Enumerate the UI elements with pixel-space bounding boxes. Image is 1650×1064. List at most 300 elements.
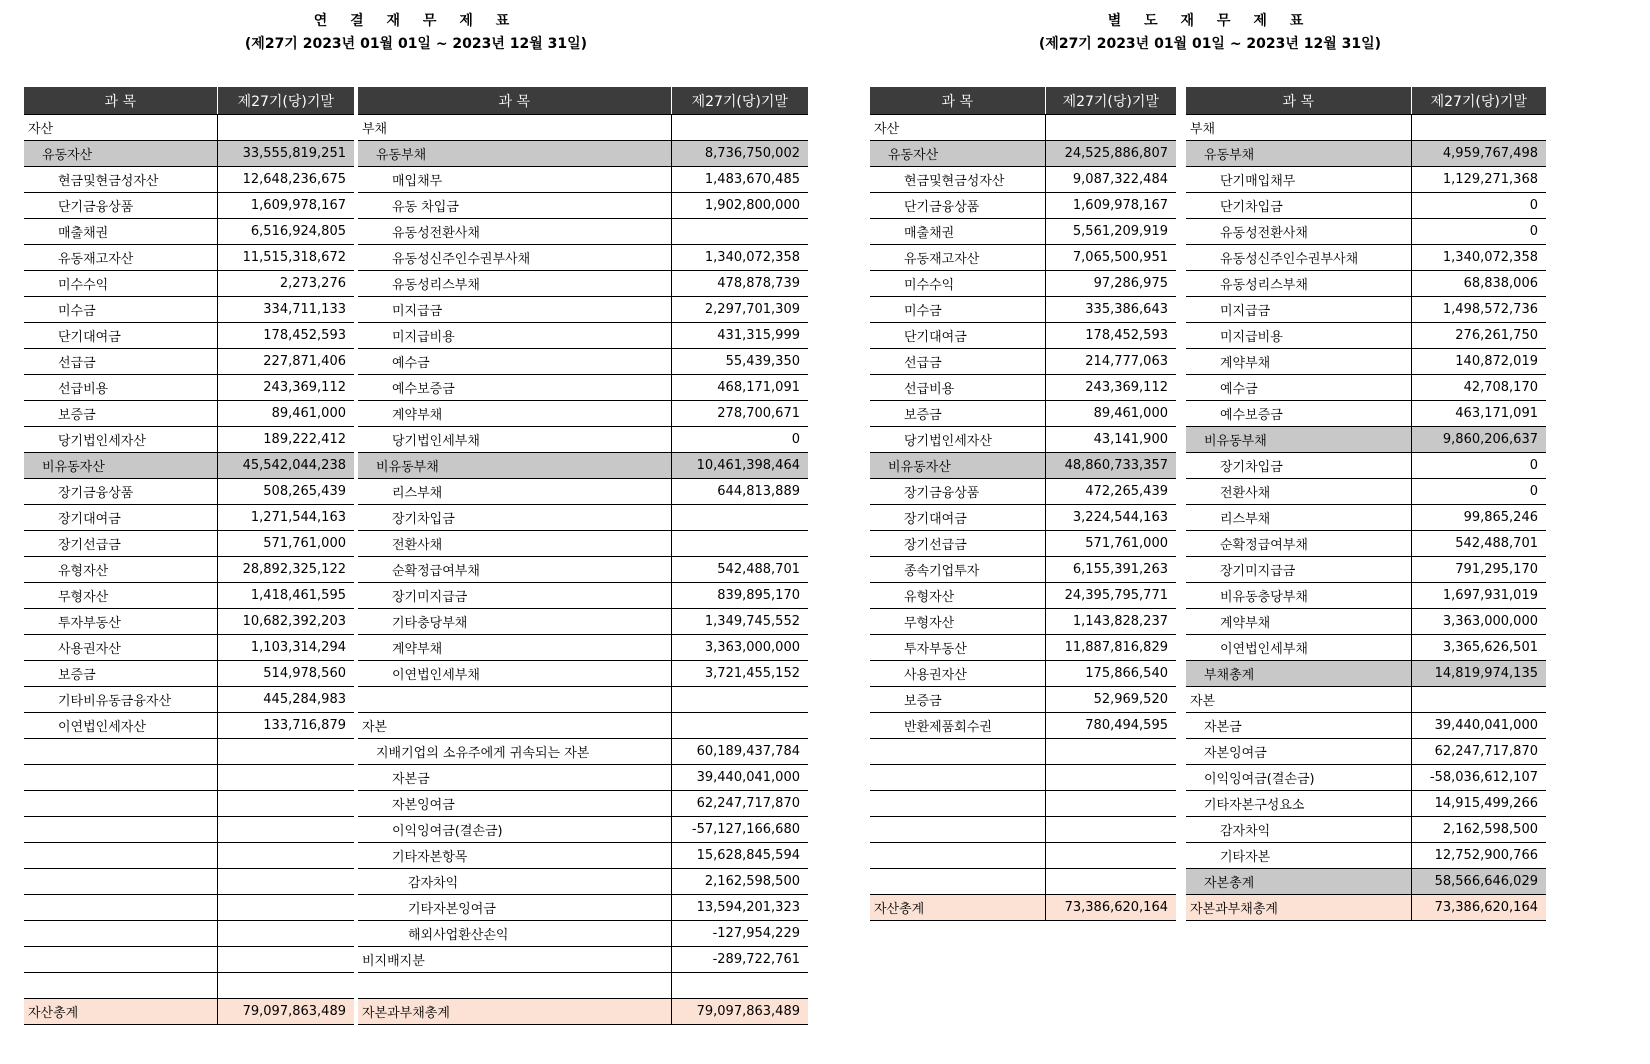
table-row xyxy=(1186,635,1546,661)
account-name: 기타자본구성요소 xyxy=(1186,791,1411,817)
header-value: 제27기(당)기말 xyxy=(1045,87,1176,115)
table-row xyxy=(1186,479,1546,505)
subtotal-row xyxy=(870,141,1176,167)
account-value: 542,488,701 xyxy=(671,557,808,583)
account-name xyxy=(870,843,1045,869)
account-value: 9,860,206,637 xyxy=(1411,427,1546,453)
account-value: 5,561,209,919 xyxy=(1045,219,1176,245)
account-name: 미수금 xyxy=(24,297,217,323)
subtotal-row xyxy=(1186,427,1546,453)
account-value: 178,452,593 xyxy=(1045,323,1176,349)
account-name: 비유동부채 xyxy=(1186,427,1411,453)
table-row xyxy=(1186,349,1546,375)
account-name: 계약부채 xyxy=(1186,609,1411,635)
account-value xyxy=(1045,115,1176,141)
account-name: 장기금융상품 xyxy=(870,479,1045,505)
account-value: 28,892,325,122 xyxy=(217,557,354,583)
table-row xyxy=(358,271,808,297)
account-name: 자산총계 xyxy=(870,895,1045,921)
account-name: 자본총계 xyxy=(1186,869,1411,895)
account-value: 99,865,246 xyxy=(1411,505,1546,531)
account-name: 자본과부채총계 xyxy=(1186,895,1411,921)
account-name: 투자부동산 xyxy=(870,635,1045,661)
account-name: 예수보증금 xyxy=(358,375,671,401)
account-name xyxy=(24,791,217,817)
table-row xyxy=(358,791,808,817)
account-value xyxy=(1045,817,1176,843)
account-value: 15,628,845,594 xyxy=(671,843,808,869)
table-row xyxy=(870,687,1176,713)
account-name: 현금및현금성자산 xyxy=(870,167,1045,193)
table-row xyxy=(1186,219,1546,245)
table-row xyxy=(870,557,1176,583)
account-value xyxy=(671,505,808,531)
table-row xyxy=(1186,323,1546,349)
table-row xyxy=(870,479,1176,505)
account-value: 3,721,455,152 xyxy=(671,661,808,687)
account-value: 644,813,889 xyxy=(671,479,808,505)
table-row xyxy=(1186,297,1546,323)
account-value: 9,087,322,484 xyxy=(1045,167,1176,193)
account-value: 48,860,733,357 xyxy=(1045,453,1176,479)
account-name xyxy=(870,765,1045,791)
subtotal-row xyxy=(24,141,354,167)
separate-period: (제27기 2023년 01월 01일 ~ 2023년 12월 31일) xyxy=(1038,36,1382,52)
account-name: 이익잉여금(결손금) xyxy=(358,817,671,843)
separate-title-block xyxy=(870,10,1550,56)
consolidated-assets-table xyxy=(24,87,354,1025)
table-row xyxy=(870,193,1176,219)
account-name: 장기금융상품 xyxy=(24,479,217,505)
table-row xyxy=(1186,193,1546,219)
account-value xyxy=(217,115,354,141)
account-name: 순확정급여부채 xyxy=(1186,531,1411,557)
account-value: 62,247,717,870 xyxy=(671,791,808,817)
account-name: 장기미지급금 xyxy=(1186,557,1411,583)
account-value: 1,609,978,167 xyxy=(1045,193,1176,219)
table-row xyxy=(358,609,808,635)
account-name: 장기차입금 xyxy=(358,505,671,531)
account-value: 1,609,978,167 xyxy=(217,193,354,219)
account-value: 8,736,750,002 xyxy=(671,141,808,167)
header-item: 과 목 xyxy=(358,87,671,115)
account-value: 243,369,112 xyxy=(217,375,354,401)
account-name: 유동성전환사채 xyxy=(1186,219,1411,245)
account-name: 단기매입채무 xyxy=(1186,167,1411,193)
table-row xyxy=(1186,817,1546,843)
account-name: 지배기업의 소유주에게 귀속되는 자본 xyxy=(358,739,671,765)
table-row xyxy=(1186,375,1546,401)
account-name: 감자차익 xyxy=(1186,817,1411,843)
header-value: 제27기(당)기말 xyxy=(217,87,354,115)
account-value: 39,440,041,000 xyxy=(1411,713,1546,739)
account-value: 52,969,520 xyxy=(1045,687,1176,713)
account-value: 24,395,795,771 xyxy=(1045,583,1176,609)
account-value: 89,461,000 xyxy=(1045,401,1176,427)
account-name: 선급비용 xyxy=(24,375,217,401)
separate-title: 별 도 재 무 제 표 xyxy=(1107,13,1313,29)
account-value: 6,155,391,263 xyxy=(1045,557,1176,583)
table-row xyxy=(870,583,1176,609)
account-value: 1,271,544,163 xyxy=(217,505,354,531)
account-name: 미지급비용 xyxy=(358,323,671,349)
account-value: 60,189,437,784 xyxy=(671,739,808,765)
table-row xyxy=(1186,583,1546,609)
account-name: 유동부채 xyxy=(358,141,671,167)
table-row xyxy=(358,973,808,999)
account-name: 장기선급금 xyxy=(24,531,217,557)
table-row xyxy=(24,609,354,635)
account-name: 해외사업환산손익 xyxy=(358,921,671,947)
table-row xyxy=(870,271,1176,297)
table-row xyxy=(24,349,354,375)
table-row xyxy=(1186,843,1546,869)
account-name xyxy=(870,869,1045,895)
account-name: 기타충당부채 xyxy=(358,609,671,635)
account-name: 기타자본잉여금 xyxy=(358,895,671,921)
account-name: 장기미지급금 xyxy=(358,583,671,609)
account-name: 비유동부채 xyxy=(358,453,671,479)
account-name: 단기금융상품 xyxy=(870,193,1045,219)
account-value: 571,761,000 xyxy=(217,531,354,557)
table-row xyxy=(358,661,808,687)
account-name: 유동재고자산 xyxy=(870,245,1045,271)
account-name: 예수금 xyxy=(358,349,671,375)
table-row xyxy=(24,973,354,999)
account-name: 이연법인세부채 xyxy=(1186,635,1411,661)
account-name: 유동성신주인수권부사채 xyxy=(1186,245,1411,271)
account-name: 보증금 xyxy=(24,401,217,427)
account-name xyxy=(24,765,217,791)
account-name xyxy=(870,817,1045,843)
table-row xyxy=(24,167,354,193)
table-row xyxy=(24,505,354,531)
account-value: 780,494,595 xyxy=(1045,713,1176,739)
account-value: 7,065,500,951 xyxy=(1045,245,1176,271)
account-name: 단기금융상품 xyxy=(24,193,217,219)
account-value xyxy=(217,895,354,921)
account-value: 335,386,643 xyxy=(1045,297,1176,323)
account-name: 당기법인세자산 xyxy=(24,427,217,453)
account-name: 당기법인세자산 xyxy=(870,427,1045,453)
account-value xyxy=(1045,791,1176,817)
account-name: 사용권자산 xyxy=(24,635,217,661)
account-value: 62,247,717,870 xyxy=(1411,739,1546,765)
table-row xyxy=(870,349,1176,375)
table-row xyxy=(24,687,354,713)
account-value xyxy=(671,973,808,999)
subtotal-row xyxy=(870,453,1176,479)
account-value: 1,418,461,595 xyxy=(217,583,354,609)
table-row xyxy=(870,167,1176,193)
header-item: 과 목 xyxy=(1186,87,1411,115)
account-value: 73,386,620,164 xyxy=(1411,895,1546,921)
account-value xyxy=(1045,765,1176,791)
account-name: 리스부채 xyxy=(1186,505,1411,531)
account-value: 133,716,879 xyxy=(217,713,354,739)
consolidated-liabilities-table xyxy=(358,87,808,1025)
account-name: 기타자본 xyxy=(1186,843,1411,869)
account-value: 468,171,091 xyxy=(671,375,808,401)
account-name: 장기대여금 xyxy=(24,505,217,531)
account-name: 이연법인세부채 xyxy=(358,661,671,687)
account-value: 178,452,593 xyxy=(217,323,354,349)
account-value: 1,483,670,485 xyxy=(671,167,808,193)
account-value: 39,440,041,000 xyxy=(671,765,808,791)
account-value xyxy=(217,921,354,947)
account-value: 839,895,170 xyxy=(671,583,808,609)
account-name: 유형자산 xyxy=(24,557,217,583)
account-value xyxy=(217,869,354,895)
account-name: 자본금 xyxy=(1186,713,1411,739)
account-value xyxy=(217,817,354,843)
table-row xyxy=(24,297,354,323)
table-row xyxy=(358,323,808,349)
table-row xyxy=(1186,687,1546,713)
account-value: 42,708,170 xyxy=(1411,375,1546,401)
table-row xyxy=(870,505,1176,531)
table-row xyxy=(358,895,808,921)
account-name: 자산 xyxy=(870,115,1045,141)
account-name: 유동 차입금 xyxy=(358,193,671,219)
table-row xyxy=(24,115,354,141)
account-name: 미수수익 xyxy=(870,271,1045,297)
table-row xyxy=(358,479,808,505)
table-row xyxy=(1186,245,1546,271)
table-row xyxy=(24,921,354,947)
account-name: 전환사채 xyxy=(1186,479,1411,505)
table-row xyxy=(358,375,808,401)
account-value: 13,594,201,323 xyxy=(671,895,808,921)
account-value xyxy=(1045,843,1176,869)
table-row xyxy=(24,791,354,817)
account-name: 미지급금 xyxy=(358,297,671,323)
table-row xyxy=(870,791,1176,817)
table-row xyxy=(24,375,354,401)
table-row xyxy=(24,271,354,297)
account-value: 1,129,271,368 xyxy=(1411,167,1546,193)
consolidated-title: 연 결 재 무 제 표 xyxy=(313,13,519,29)
table-row xyxy=(1186,115,1546,141)
table-row xyxy=(1186,505,1546,531)
account-name: 자본금 xyxy=(358,765,671,791)
account-name: 계약부채 xyxy=(1186,349,1411,375)
account-name: 유형자산 xyxy=(870,583,1045,609)
table-row xyxy=(1186,271,1546,297)
account-name: 순확정급여부채 xyxy=(358,557,671,583)
subtotal-row xyxy=(1186,661,1546,687)
table-row xyxy=(24,245,354,271)
total-row xyxy=(1186,895,1546,921)
account-value: 0 xyxy=(1411,453,1546,479)
account-value: 214,777,063 xyxy=(1045,349,1176,375)
account-name: 선급금 xyxy=(870,349,1045,375)
table-row xyxy=(24,323,354,349)
account-name: 보증금 xyxy=(24,661,217,687)
account-value: 1,498,572,736 xyxy=(1411,297,1546,323)
account-name: 선급비용 xyxy=(870,375,1045,401)
account-value: 79,097,863,489 xyxy=(671,999,808,1025)
account-value: 571,761,000 xyxy=(1045,531,1176,557)
table-row xyxy=(24,713,354,739)
account-name: 자본잉여금 xyxy=(358,791,671,817)
account-name: 자본잉여금 xyxy=(1186,739,1411,765)
account-value xyxy=(1411,115,1546,141)
account-name xyxy=(870,791,1045,817)
account-value xyxy=(217,843,354,869)
table-row xyxy=(1186,713,1546,739)
table-row xyxy=(358,167,808,193)
total-row xyxy=(870,895,1176,921)
account-name: 현금및현금성자산 xyxy=(24,167,217,193)
account-name: 매출채권 xyxy=(870,219,1045,245)
account-name: 선급금 xyxy=(24,349,217,375)
account-value: 227,871,406 xyxy=(217,349,354,375)
account-value: 2,162,598,500 xyxy=(1411,817,1546,843)
account-value: 12,648,236,675 xyxy=(217,167,354,193)
subtotal-row xyxy=(24,453,354,479)
account-name: 장기대여금 xyxy=(870,505,1045,531)
account-name xyxy=(358,973,671,999)
account-value: 2,297,701,309 xyxy=(671,297,808,323)
account-name xyxy=(24,973,217,999)
account-name: 예수보증금 xyxy=(1186,401,1411,427)
account-name: 유동부채 xyxy=(1186,141,1411,167)
table-row xyxy=(24,219,354,245)
table-row xyxy=(24,817,354,843)
account-name xyxy=(24,947,217,973)
table-row xyxy=(24,427,354,453)
account-name: 비유동충당부채 xyxy=(1186,583,1411,609)
account-name: 미수금 xyxy=(870,297,1045,323)
account-value: -289,722,761 xyxy=(671,947,808,973)
account-value: -57,127,166,680 xyxy=(671,817,808,843)
account-name xyxy=(24,739,217,765)
table-row xyxy=(870,427,1176,453)
account-value: 73,386,620,164 xyxy=(1045,895,1176,921)
table-row xyxy=(358,713,808,739)
table-row xyxy=(870,843,1176,869)
consolidated-period: (제27기 2023년 01월 01일 ~ 2023년 12월 31일) xyxy=(244,36,588,52)
account-name: 비유동자산 xyxy=(870,453,1045,479)
account-value: 542,488,701 xyxy=(1411,531,1546,557)
account-name xyxy=(24,895,217,921)
account-value: 10,461,398,464 xyxy=(671,453,808,479)
account-value: 791,295,170 xyxy=(1411,557,1546,583)
table-row xyxy=(358,245,808,271)
account-value: 1,143,828,237 xyxy=(1045,609,1176,635)
table-row xyxy=(870,531,1176,557)
account-value: 33,555,819,251 xyxy=(217,141,354,167)
table-row xyxy=(870,869,1176,895)
account-value: 0 xyxy=(1411,219,1546,245)
total-row xyxy=(358,999,808,1025)
account-value: 1,340,072,358 xyxy=(671,245,808,271)
account-name: 자본과부채총계 xyxy=(358,999,671,1025)
table-row xyxy=(358,297,808,323)
account-name: 반환제품회수권 xyxy=(870,713,1045,739)
table-row xyxy=(24,739,354,765)
subtotal-row xyxy=(358,453,808,479)
table-row xyxy=(870,739,1176,765)
account-name: 유동재고자산 xyxy=(24,245,217,271)
account-value: 431,315,999 xyxy=(671,323,808,349)
account-name xyxy=(870,739,1045,765)
table-row xyxy=(24,531,354,557)
account-name: 보증금 xyxy=(870,687,1045,713)
account-name: 기타비유동금융자산 xyxy=(24,687,217,713)
account-value: 68,838,006 xyxy=(1411,271,1546,297)
table-row xyxy=(1186,739,1546,765)
account-value: 334,711,133 xyxy=(217,297,354,323)
account-value: 1,902,800,000 xyxy=(671,193,808,219)
table-row xyxy=(24,947,354,973)
account-value xyxy=(671,531,808,557)
account-value: 3,224,544,163 xyxy=(1045,505,1176,531)
account-name: 유동성신주인수권부사채 xyxy=(358,245,671,271)
account-value: 1,697,931,019 xyxy=(1411,583,1546,609)
account-value: 140,872,019 xyxy=(1411,349,1546,375)
account-value: 45,542,044,238 xyxy=(217,453,354,479)
account-value: 1,349,745,552 xyxy=(671,609,808,635)
table-row xyxy=(24,479,354,505)
account-name xyxy=(24,843,217,869)
table-row xyxy=(24,869,354,895)
account-name: 당기법인세부채 xyxy=(358,427,671,453)
account-value xyxy=(671,713,808,739)
account-name: 유동성리스부채 xyxy=(1186,271,1411,297)
account-name: 매입채무 xyxy=(358,167,671,193)
account-value: 43,141,900 xyxy=(1045,427,1176,453)
account-name: 미지급비용 xyxy=(1186,323,1411,349)
account-name: 리스부채 xyxy=(358,479,671,505)
account-value: 472,265,439 xyxy=(1045,479,1176,505)
table-row xyxy=(358,583,808,609)
account-name: 종속기업투자 xyxy=(870,557,1045,583)
account-value: 10,682,392,203 xyxy=(217,609,354,635)
account-value: 3,363,000,000 xyxy=(1411,609,1546,635)
total-row xyxy=(24,999,354,1025)
table-row xyxy=(24,895,354,921)
account-name: 계약부채 xyxy=(358,401,671,427)
account-value: 97,286,975 xyxy=(1045,271,1176,297)
account-value: 11,515,318,672 xyxy=(217,245,354,271)
table-row xyxy=(358,531,808,557)
account-name: 매출채권 xyxy=(24,219,217,245)
account-value: 175,866,540 xyxy=(1045,661,1176,687)
table-row xyxy=(358,817,808,843)
separate-assets-table xyxy=(870,87,1176,921)
account-name xyxy=(24,869,217,895)
table-row xyxy=(870,219,1176,245)
table-row xyxy=(1186,791,1546,817)
account-value: 0 xyxy=(1411,479,1546,505)
account-value: 276,261,750 xyxy=(1411,323,1546,349)
table-row xyxy=(358,687,808,713)
account-value: 89,461,000 xyxy=(217,401,354,427)
account-value: 189,222,412 xyxy=(217,427,354,453)
account-name: 자본 xyxy=(358,713,671,739)
table-row xyxy=(870,401,1176,427)
account-name: 부채총계 xyxy=(1186,661,1411,687)
table-row xyxy=(870,375,1176,401)
account-name: 단기대여금 xyxy=(24,323,217,349)
account-name: 단기대여금 xyxy=(870,323,1045,349)
account-value xyxy=(217,739,354,765)
account-name: 자본 xyxy=(1186,687,1411,713)
account-value: 463,171,091 xyxy=(1411,401,1546,427)
account-name: 유동성리스부채 xyxy=(358,271,671,297)
